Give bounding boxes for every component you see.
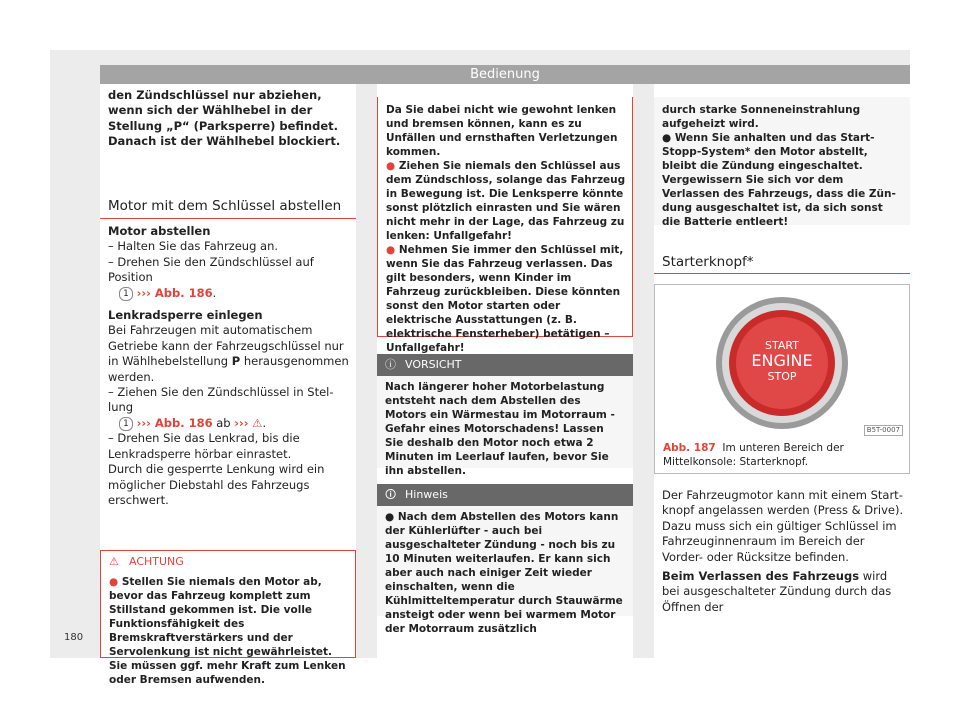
achtung-box-continued [377, 97, 633, 354]
step-3: – Ziehen Sie den Zündschlüssel in Stellung 1 ››› Abb. 186 ab ››› ⚠. [108, 385, 334, 430]
column-3 [654, 84, 910, 658]
lenk-heading: Lenkradsperre einlegen [108, 308, 263, 323]
vorsicht-box [377, 354, 633, 477]
page-header: Bedienung [100, 65, 910, 84]
figure-caption: Abb. 187 Im unteren Bereich der Mittelkonsole: Starterknopf. [663, 442, 844, 468]
hinweis-box [377, 484, 633, 635]
step-1: – Halten Sie das Fahrzeug an. [108, 239, 279, 254]
intro-text: den Zündschlüssel nur abziehen, wenn sich der Wählhebel in der Stellung „P“ (Parksperre) befindet. Danach ist der Wählhebel blockiert. [108, 88, 341, 149]
hinweis-text: ● Nach dem Abstellen des Motors kann der Kühlerlüfter - auch bei ausgeschalteter Zündung - noch bis zu 10 Minuten weiterlaufen. Er kann sich aber auch nach einiger Zeit wieder einschalten, wenn die Kühlmitteltemperatur durch Stauwärme ansteigt oder wenn bei warmem Motor der Motorraum zusätzlich [385, 511, 623, 635]
figure-link-186[interactable]: ››› Abb. 186 [136, 285, 213, 300]
warning-bullet-2: ● Nehmen Sie immer den Schlüssel mit, wenn Sie das Fahrzeug verlassen. Das gilt besonders, wenn Kinder im Fahrzeug zurückbleiben. Diese könnten sonst den Motor starten oder elektrische Ausstattungen (z. B. elektrische Fensterheber) betätigen – Unfallgefahr! [386, 244, 624, 354]
figure-187 [654, 284, 910, 474]
button-text-stop: STOP [767, 370, 797, 383]
info-circle-icon: ⓘ [385, 358, 396, 371]
starter-body-2: Beim Verlassen des Fahrzeugs wird bei ausgeschalteter Zündung durch das Öffnen der [662, 569, 892, 614]
lenk-text: Bei Fahrzeugen mit automatischem Getriebe kann der Fahrzeugschlüssel nur in Wählhebelstellung P herausgenommen werden. [108, 323, 349, 384]
motor-heading: Motor abstellen [108, 224, 211, 238]
vorsicht-header: ⓘ VORSICHT [377, 354, 633, 376]
motor-instructions [108, 224, 352, 508]
section-title-motor: Motor mit dem Schlüssel abstellen [108, 198, 342, 214]
figure-image [655, 285, 909, 437]
button-text-engine: ENGINE [751, 351, 813, 370]
step-2: – Drehen Sie den Zündschlüssel auf Position 1 ››› Abb. 186. [108, 254, 314, 300]
hinweis-box-continued [654, 97, 910, 228]
image-code: B5T-0007 [864, 425, 903, 436]
column-2 [377, 84, 633, 658]
achtung-text: ● Stellen Sie niemals den Motor ab, bevor das Fahrzeug komplett zum Stillstand gekommen ist. Die volle Funktionsfähigkeit des Bremskraftverstärkers und der Servolenkung ist nicht gewährleistet. Sie müssen ggf. mehr Kraft zum Lenken oder Bremsen aufwenden. [109, 576, 346, 686]
achtung-box [100, 550, 356, 686]
section-title-starter: Starterknopf* [662, 254, 754, 270]
vorsicht-text: Nach längerer hoher Motorbelastung entsteht nach dem Abstellen des Motors ein Wärmestau im Motorraum - Gefahr eines Motorschadens! Lassen Sie deshalb den Motor noch etwa 2 Minuten im Leerlauf laufen, bevor Sie ihn abstellen. [385, 381, 615, 477]
closing-text: Durch die gesperrte Lenkung wird ein möglicher Diebstahl des Fahrzeugs erschwert. [108, 462, 325, 507]
hinweis-continued-text: durch starke Sonneneinstrahlung aufgeheizt wird. [662, 104, 861, 130]
page-number: 180 [64, 632, 84, 643]
warning-bullet-1: ● Ziehen Sie niemals den Schlüssel aus dem Zündschloss, solange das Fahrzeug in Bewegung ist. Die Lenksperre könnte sonst plötzlich einrasten und Sie wären nicht mehr in der Lage, das Fahrzeug zu lenken: Unfallgefahr! [386, 160, 626, 242]
achtung-header: ⚠ ACHTUNG [101, 551, 355, 573]
warning-triangle-icon: ⚠ [109, 555, 119, 568]
warning-intro: Da Sie dabei nicht wie gewohnt lenken und bremsen können, kann es zu Unfällen und ernsthaften Verletzungen kommen. [386, 104, 618, 158]
button-text-start: START [765, 339, 799, 352]
figure-link-186b[interactable]: ››› Abb. 186 [136, 415, 213, 430]
callout-1: 1 [119, 287, 133, 301]
starter-body-1: Der Fahrzeugmotor kann mit einem Startknopf angelassen werden (Press & Drive). Dazu muss sich ein gültiger Schlüssel im Fahrzeuginnenraum im Bereich der Vorder- oder Rücksitze befinden. [662, 488, 904, 564]
info-i-icon: 🛈 [385, 488, 397, 501]
step-4: – Drehen Sie das Lenkrad, bis die Lenkradsperre hörbar einrastet. [108, 431, 300, 461]
section-rule [100, 218, 356, 219]
hinweis-bullet: ● Wenn Sie anhalten und das Start-Stopp-System* den Motor abstellt, bleibt die Zündung eingeschaltet. Vergewissern Sie sich vor dem Verlassen des Fahrzeugs, dass die Zündung ausgeschaltet ist, da sich sonst die Batterie entleert! [662, 132, 896, 228]
page [50, 50, 910, 686]
column-1 [100, 84, 356, 686]
section-rule-starter [654, 273, 910, 274]
hinweis-header: 🛈 Hinweis [377, 484, 633, 506]
starter-body [662, 488, 906, 615]
warning-triangle-icon: ⚠ [252, 415, 263, 430]
